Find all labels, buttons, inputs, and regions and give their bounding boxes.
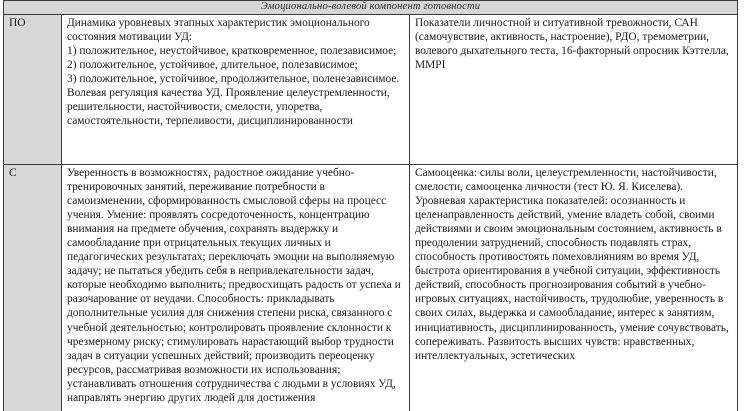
- row-code-cell: С: [4, 165, 62, 411]
- row-code-cell: ПО: [4, 15, 62, 165]
- indicators-paragraph: Самооценка: силы воли, целеустремленности, настойчивости, смелости, самооценка личности (тест Ю. Я. Киселева). Уровневая характеристика показателей: осознанность и целенаправленность действий, умение владеть собой, своими действиями и своим эмоциональным состоянием, активность в преодолении затруднений, способность подавлять страх, способность противостоять помеховлияниям во время УД, быстрота ориентирования в учебной ситуации, эффективность действий, способность прогнозирования событий в учебно-игровых ситуациях, настойчивость, трудолюбие, уверенность в своих силах, выдержка и самообладание, интерес к занятиям, инициативность, дисциплинированность, умение сочувствовать, сопереживать. Развитость высших чувств: нравственных, интеллектуальных, эстетических: [415, 167, 729, 362]
- table-row: [4, 165, 738, 411]
- description-paragraph: Волевая регуляция качества УД. Проявление целеустремленности, решительности, настойчивости, смелости, упоретва, самостоятельности, терпеливости, дисциплинированности: [67, 87, 390, 128]
- readiness-criteria-table: [3, 0, 738, 411]
- description-paragraph: 1) положительное, неустойчивое, кратковременное, полезависимое;: [67, 45, 397, 58]
- indicators-paragraph: Показатели личностной и ситуативной тревожности, САН (самочувствие, активность, настроение), РДО, тремометрии, волевого дыхательного теста, 16-факторный опросник Кэттелла, MMPI: [415, 17, 729, 72]
- description-paragraph: Динамика уровневых этапных характеристик эмоционального состояния мотивации УД:: [67, 17, 370, 44]
- row-description-cell: [62, 15, 410, 165]
- table-row: [4, 15, 738, 165]
- row-description-cell: [62, 165, 410, 411]
- section-header-cell: [4, 1, 738, 15]
- description-paragraph: 2) положительное, устойчивое, длительное, полезависимое;: [67, 59, 358, 72]
- row-indicators-cell: [410, 15, 738, 165]
- description-paragraph: 3) положительное, устойчивое, продолжительное, поленезависимое.: [67, 73, 400, 86]
- row-indicators-cell: [410, 165, 738, 411]
- section-header-title: Эмоционально-волевой компонент готовности: [260, 1, 481, 12]
- table-section-header-row: [4, 1, 738, 15]
- description-paragraph: Уверенность в возможностях, радостное ожидание учебно-тренировочных занятий, переживание потребности в самоизменении, сформированность смысловой сферы на процесс учения. Умение: проявлять сосредоточенность, концентрацию внимания на предмете обучения, сохранять выдержку и самообладание при отрицательных текущих личных и педагогических результатах; переключать эмоции на выполняемую задачу; не пытаться убедить себя в непривлекательности задач, которые необходимо выполнить; предвосхищать радость от успеха и разочарование от неудачи. Способность: прикладывать дополнительные усилия для снижения степени риска, связанного с учебной деятельностью; контролировать проявление склонности к чрезмерному риску; стимулировать нарастающий выбор трудности задач в ситуации успешных действий; производить переоценку ресурсов, рассматривая возможности их использования; устанавливать отношения сотрудничества с людьми в условиях УД, направлять энергию других людей для достижения: [67, 167, 401, 404]
